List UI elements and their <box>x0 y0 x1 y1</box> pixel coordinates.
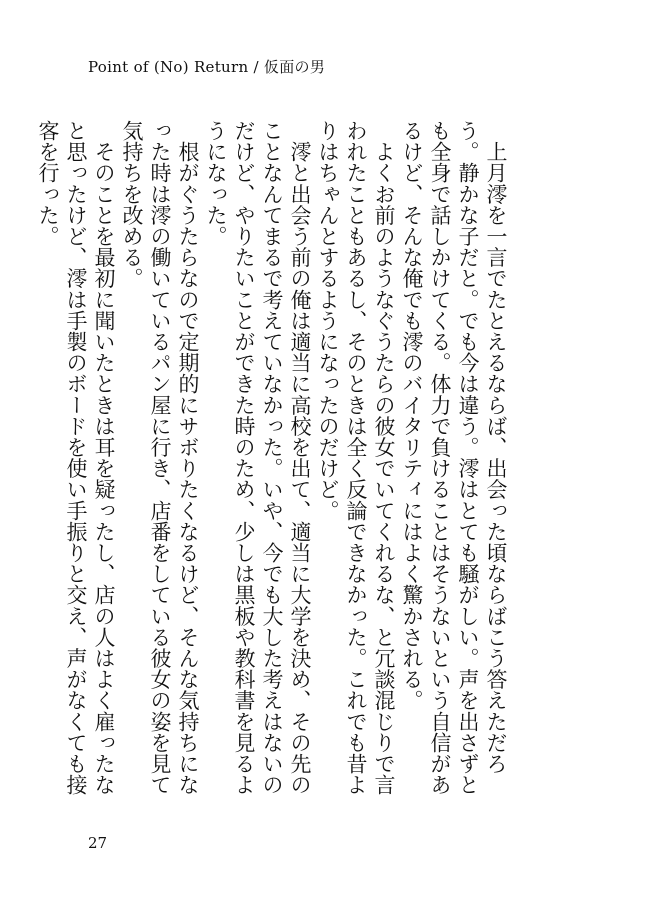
paragraph: 澪と出会う前の俺は適当に高校を出て、適当に大学を決め、その先のことなんてまるで考えていなかった。いや、今でも大した考えはないのだけど、やりたいことができた時のため、少しは黒板や教科書を見るようになった。 <box>204 120 312 796</box>
paragraph: 上月澪を一言でたとえるならば、出会った頃ならばこう答えただろう。静かな子だと。でも今は違う。澪はとても騒がしい。声を出さずとも全身で話しかけてくる。体力で負けることはそうないという自信があるけど、そんな俺でも澪のバイタリティにはよく驚かされる。 <box>400 120 508 796</box>
paragraph: そのことを最初に聞いたときは耳を疑ったし、店の人はよく雇ったなと思ったけど、澪は手製のボードを使い手振りと交え、声がなくても接客を行った。 <box>36 120 116 796</box>
page-number: 27 <box>88 834 108 852</box>
paragraph: よくお前のようなぐうたらの彼女でいてくれるな、と冗談混じりで言われたこともあるし、そのときは全く反論できなかった。これでも昔よりはちゃんとするようになったのだけど。 <box>316 120 396 796</box>
paragraph: 根がぐうたらなので定期的にサボりたくなるけど、そんな気持ちになった時は澪の働いているパン屋に行き、店番をしている彼女の姿を見て気持ちを改める。 <box>120 120 200 796</box>
vertical-text-body <box>36 120 510 800</box>
running-header: Point of (No) Return / 仮面の男 <box>88 58 326 76</box>
